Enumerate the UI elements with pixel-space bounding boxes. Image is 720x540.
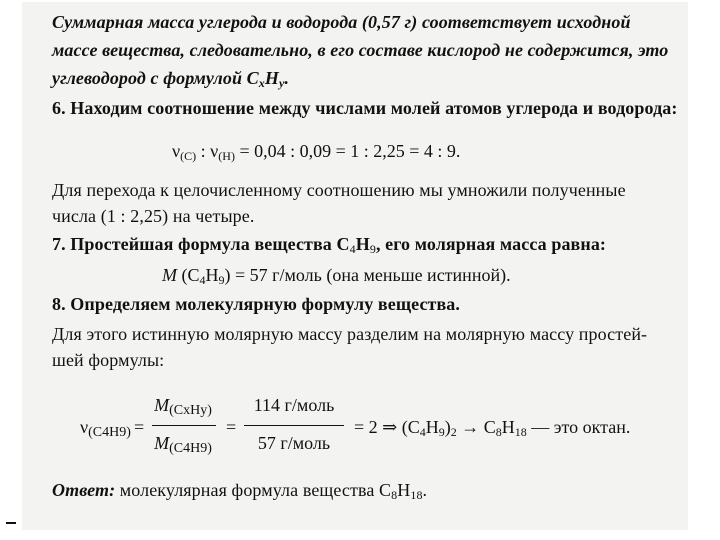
equals-sign: = <box>226 417 237 437</box>
text-fragment: : ν <box>196 141 219 161</box>
subscript: 9 <box>369 242 376 256</box>
subscript: 2 <box>450 425 457 439</box>
text-fragment: Для перехода к целочисленному соотношению мы умножили полученные <box>52 180 626 200</box>
text-fragment: H <box>264 68 279 88</box>
text-fragment: , его молярная масса равна: <box>375 234 607 254</box>
text-fragment: = 2 ⇒ (C <box>354 417 420 437</box>
step-6-heading <box>52 98 678 118</box>
text-fragment: углеводород с формулой C <box>52 68 259 88</box>
step-7-heading <box>52 234 606 254</box>
text-fragment: шей формулы: <box>52 350 165 370</box>
subscript: x <box>258 76 265 90</box>
subscript: 9 <box>218 273 225 287</box>
subscript: 18 <box>410 488 423 502</box>
answer-line <box>52 480 427 500</box>
text-fragment: Для этого истинную молярную массу разделим на молярную массу простей- <box>52 324 648 344</box>
paragraph-2-line-2 <box>52 206 254 226</box>
margin-dash <box>6 522 16 524</box>
paragraph-1-line-2 <box>52 40 668 60</box>
subscript: 4 <box>419 425 426 439</box>
subscript: 9 <box>438 425 445 439</box>
paragraph-2-line-1 <box>52 180 626 200</box>
fraction-1-denominator <box>148 432 218 454</box>
answer-label: Ответ: <box>52 480 116 500</box>
step-8-heading <box>52 294 460 314</box>
paragraph-3-line-1 <box>52 324 647 344</box>
text-fragment: . <box>284 68 290 88</box>
fraction-1-bar <box>152 425 216 426</box>
text-fragment: → C <box>456 417 496 437</box>
equation-result <box>354 416 630 438</box>
text-fragment: числа (1 : 2,25) на четыре. <box>52 206 255 226</box>
text-fragment: — это октан. <box>526 417 631 437</box>
text-fragment: H <box>355 234 370 254</box>
text-fragment: H <box>425 417 439 437</box>
subscript: 4 <box>349 242 356 256</box>
subscript: (C4H9) <box>169 441 212 456</box>
subscript: (H) <box>218 149 235 163</box>
text-fragment: молекулярная формула вещества C <box>115 480 392 500</box>
equals-sign: = <box>134 417 145 437</box>
text-fragment: Суммарная масса углерода и водорода (0,57 г) соответствует исходной <box>52 12 631 32</box>
text-fragment: H <box>205 265 219 285</box>
text-fragment: 6. Находим соотношение между числами молей атомов углерода и водорода: <box>52 98 678 118</box>
text-fragment: массе вещества, следовательно, в его составе кислород не содержится, это <box>52 40 669 60</box>
paragraph-1-line-3 <box>52 68 289 88</box>
symbol-m: M <box>154 433 170 453</box>
subscript: y <box>279 76 285 90</box>
text-fragment: 8. Определяем молекулярную формулу вещества. <box>52 294 461 314</box>
paragraph-3-line-2 <box>52 350 164 370</box>
fraction-2-bar <box>244 425 344 426</box>
text-fragment: ) <box>444 417 451 437</box>
fraction-2-numerator: 114 г/моль <box>253 395 335 415</box>
fraction-1-numerator <box>148 394 218 416</box>
scanned-textbook-page <box>22 2 688 530</box>
subscript: 8 <box>495 425 502 439</box>
symbol-nu: ν <box>80 417 89 437</box>
symbol-m: M <box>154 395 170 415</box>
subscript: (CxHy) <box>169 403 212 418</box>
subscript: (C4H9) <box>88 425 131 440</box>
equation-mole-ratio <box>172 140 460 162</box>
symbol-m: M <box>162 265 177 285</box>
fraction-2-denominator: 57 г/моль <box>257 433 331 453</box>
subscript: 4 <box>199 273 206 287</box>
symbol-nu: ν <box>172 141 181 161</box>
subscript: 18 <box>514 425 527 439</box>
text-fragment: 7. Простейшая формула вещества C <box>52 234 350 254</box>
nu-c4h9 <box>80 416 131 438</box>
text-fragment: (C <box>177 265 200 285</box>
text-fragment: H <box>397 480 411 500</box>
text-fragment: . <box>422 480 428 500</box>
text-fragment: H <box>501 417 515 437</box>
text-fragment: = 0,04 : 0,09 = 1 : 2,25 = 4 : 9. <box>234 141 461 161</box>
subscript: 8 <box>391 488 398 502</box>
equation-molar-mass <box>162 264 511 286</box>
text-fragment: ) = 57 г/моль (она меньше истинной). <box>224 265 511 285</box>
subscript: (C) <box>180 149 197 163</box>
paragraph-1-line-1 <box>52 12 631 32</box>
